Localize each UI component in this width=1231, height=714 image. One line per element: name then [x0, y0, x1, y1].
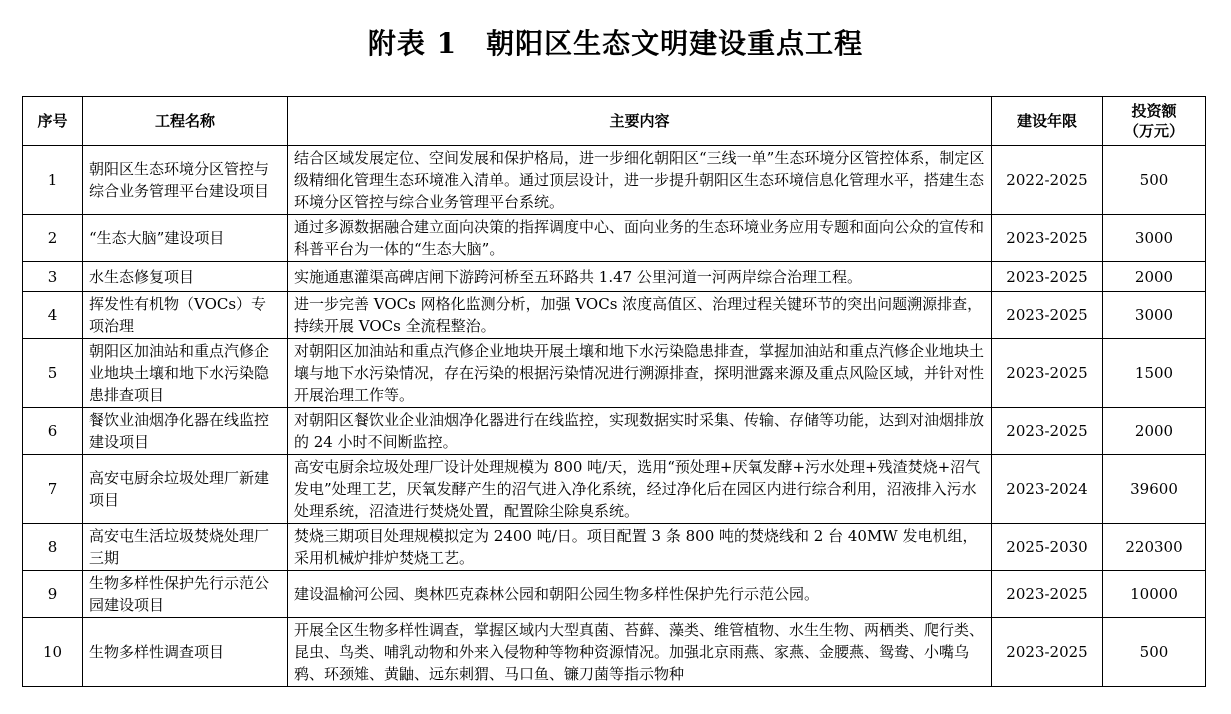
cell-seq: 5: [23, 339, 83, 408]
table-row: [23, 146, 1206, 215]
cell-name: 高安屯厨余垃圾处理厂新建项目: [83, 455, 288, 524]
table-row: [23, 215, 1206, 262]
cell-name: 水生态修复项目: [83, 262, 288, 292]
cell-seq: 3: [23, 262, 83, 292]
cell-invest: 2000: [1103, 408, 1206, 455]
cell-content: 进一步完善 VOCs 网格化监测分析，加强 VOCs 浓度高值区、治理过程关键环节的突出问题溯源排查，持续开展 VOCs 全流程整治。: [288, 292, 992, 339]
cell-period: 2023-2024: [992, 455, 1103, 524]
header-invest-line1: 投资额: [1131, 102, 1177, 120]
cell-invest: 500: [1103, 618, 1206, 687]
cell-seq: 9: [23, 571, 83, 618]
table-row: [23, 571, 1206, 618]
table-row: [23, 524, 1206, 571]
cell-period: 2025-2030: [992, 524, 1103, 571]
cell-period: 2023-2025: [992, 571, 1103, 618]
cell-period: 2023-2025: [992, 292, 1103, 339]
cell-content: [288, 618, 992, 687]
cell-seq: 2: [23, 215, 83, 262]
cell-seq: 6: [23, 408, 83, 455]
cell-invest: 39600: [1103, 455, 1206, 524]
cell-name: 挥发性有机物（VOCs）专项治理: [83, 292, 288, 339]
project-table: [22, 96, 1206, 687]
cell-name: “生态大脑”建设项目: [83, 215, 288, 262]
cell-period: 2023-2025: [992, 262, 1103, 292]
cell-content: 高安屯厨余垃圾处理厂设计处理规模为 800 吨/天，选用“预处理+厌氧发酵+污水处理+残渣焚烧+沼气发电”处理工艺，厌氧发酵产生的沼气进入净化系统，经过净化后在园区内进行综合利用，沼液排入污水处理系统，沼渣进行焚烧处置，配置除尘除臭系统。: [288, 455, 992, 524]
cell-seq: 10: [23, 618, 83, 687]
cell-content: 结合区域发展定位、空间发展和保护格局，进一步细化朝阳区“三线一单”生态环境分区管控体系，制定区级精细化管理生态环境准入清单。通过顶层设计，进一步提升朝阳区生态环境信息化管理水平，搭建生态环境分区管控与综合业务管理平台系统。: [288, 146, 992, 215]
cell-content: 建设温榆河公园、奥林匹克森林公园和朝阳公园生物多样性保护先行示范公园。: [288, 571, 992, 618]
table-row: [23, 339, 1206, 408]
header-seq: 序号: [23, 97, 83, 146]
cell-content: 焚烧三期项目处理规模拟定为 2400 吨/日。项目配置 3 条 800 吨的焚烧线和 2 台 40MW 发电机组，采用机械炉排炉焚烧工艺。: [288, 524, 992, 571]
header-row: [23, 97, 1206, 146]
cell-name: 餐饮业油烟净化器在线监控建设项目: [83, 408, 288, 455]
cell-invest: 500: [1103, 146, 1206, 215]
cell-invest: 1500: [1103, 339, 1206, 408]
cell-period: 2023-2025: [992, 408, 1103, 455]
cell-name: 朝阳区加油站和重点汽修企业地块土壤和地下水污染隐患排查项目: [83, 339, 288, 408]
cell-name: 高安屯生活垃圾焚烧处理厂三期: [83, 524, 288, 571]
cell-content: 对朝阳区加油站和重点汽修企业地块开展土壤和地下水污染隐患排查，掌握加油站和重点汽修企业地块土壤与地下水污染情况，存在污染的根据污染情况进行溯源排查，探明泄露来源及重点风险区域，并针对性开展治理工作等。: [288, 339, 992, 408]
table-row: [23, 262, 1206, 292]
table-row: [23, 292, 1206, 339]
table-row: [23, 408, 1206, 455]
cell-name: 朝阳区生态环境分区管控与综合业务管理平台建设项目: [83, 146, 288, 215]
cell-seq: 7: [23, 455, 83, 524]
header-invest-line2: （万元）: [1123, 122, 1184, 140]
cell-seq: 8: [23, 524, 83, 571]
cell-name: 生物多样性保护先行示范公园建设项目: [83, 571, 288, 618]
header-period: 建设年限: [992, 97, 1103, 146]
table-row: [23, 455, 1206, 524]
header-name: 工程名称: [83, 97, 288, 146]
table-row: [23, 618, 1206, 687]
cell-content-text: 开展全区生物多样性调查，掌握区域内大型真菌、苔藓、藻类、维管植物、水生生物、两栖类、爬行类、昆虫、鸟类、哺乳动物和外来入侵物种等物种资源情况。加强北京雨燕、家燕、金腰燕、鸳鸯、小嘴乌鸦、环颈雉、黄鼬、远东刺猬、马口鱼、镰刀菌等指示物种: [294, 621, 985, 683]
cell-period: 2023-2025: [992, 215, 1103, 262]
page-title: 附表 1 朝阳区生态文明建设重点工程: [367, 27, 864, 60]
cell-invest: 10000: [1103, 571, 1206, 618]
header-invest: [1103, 97, 1206, 146]
header-content: 主要内容: [288, 97, 992, 146]
cell-invest: 3000: [1103, 292, 1206, 339]
cell-invest: 220300: [1103, 524, 1206, 571]
cell-invest: 2000: [1103, 262, 1206, 292]
cell-content: 通过多源数据融合建立面向决策的指挥调度中心、面向业务的生态环境业务应用专题和面向公众的宣传和科普平台为一体的“生态大脑”。: [288, 215, 992, 262]
cell-content: 实施通惠灌渠高碑店闸下游跨河桥至五环路共 1.47 公里河道一河两岸综合治理工程。: [288, 262, 992, 292]
cell-name: 生物多样性调查项目: [83, 618, 288, 687]
cell-seq: 1: [23, 146, 83, 215]
cell-seq: 4: [23, 292, 83, 339]
cell-period: 2022-2025: [992, 146, 1103, 215]
cell-period: 2023-2025: [992, 618, 1103, 687]
cell-period: 2023-2025: [992, 339, 1103, 408]
cell-invest: 3000: [1103, 215, 1206, 262]
cell-content: 对朝阳区餐饮业企业油烟净化器进行在线监控，实现数据实时采集、传输、存储等功能，达到对油烟排放的 24 小时不间断监控。: [288, 408, 992, 455]
